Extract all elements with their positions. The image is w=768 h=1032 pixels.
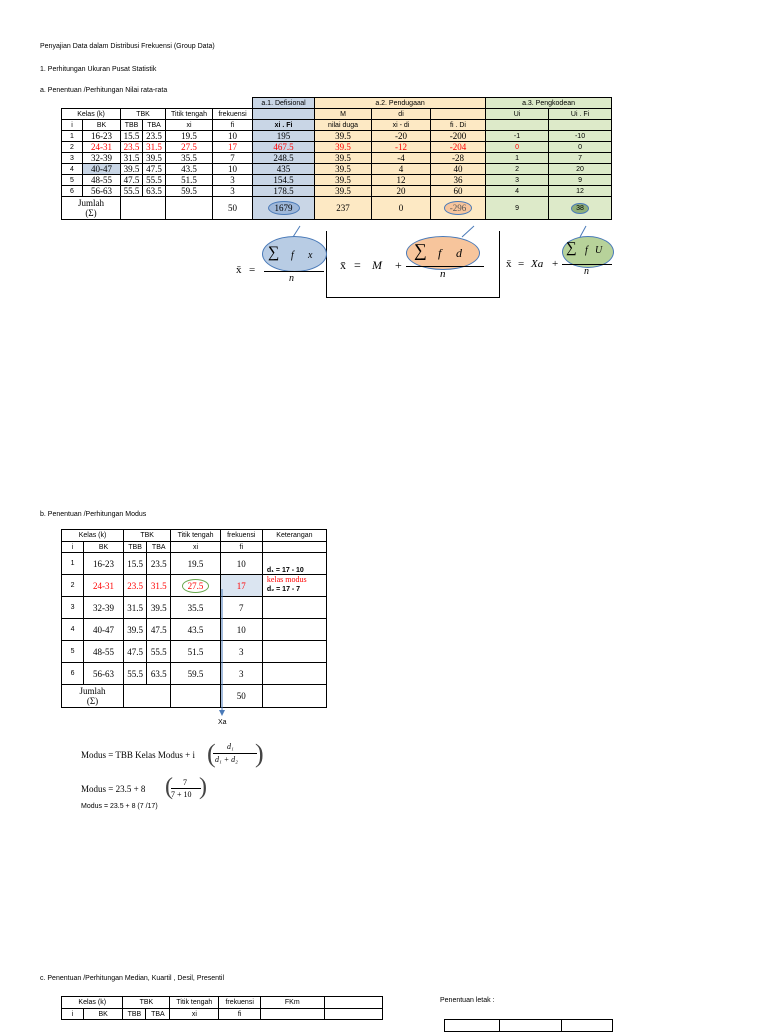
fi-value: 17 <box>213 142 253 153</box>
ui-value: 2 <box>486 164 549 175</box>
section-c-heading: c. Penentuan /Perhitungan Median, Kuartil , Desil, Presentil <box>40 975 225 982</box>
uifi-value: 0 <box>549 142 612 153</box>
xi-value: 59.5 <box>166 186 213 197</box>
xa-label: Xa <box>218 719 227 726</box>
xi-value: 19.5 <box>166 131 213 142</box>
row-index: 3 <box>62 153 83 164</box>
uifi-value: 9 <box>549 175 612 186</box>
equals-symbol: = <box>354 258 361 272</box>
modus-formula-2-left: Modus = 23.5 + 8 <box>81 784 146 794</box>
bk-subheader: BK <box>83 1009 123 1020</box>
xbar-symbol: x̄ <box>340 258 346 272</box>
di-value: -20 <box>372 131 431 142</box>
tbb-subheader: TBB <box>124 542 147 553</box>
n-symbol: n <box>440 268 446 280</box>
fi-value: 7 <box>213 153 253 164</box>
f-symbol: f <box>438 246 442 260</box>
fidi-value: -200 <box>431 131 486 142</box>
xi-value: 27.5 <box>166 142 213 153</box>
penentuan-letak-table <box>444 1019 613 1032</box>
tbb-subheader: TBB <box>123 1009 146 1020</box>
modus-formula-3: Modus = 23.5 + 8 (7 /17) <box>81 803 158 810</box>
batas-kelas: 48-55 <box>83 175 121 186</box>
fi-value: 10 <box>213 164 253 175</box>
tbb-value: 47.5 <box>124 641 147 663</box>
ui-value: 4 <box>486 186 549 197</box>
tbb-value: 23.5 <box>124 575 147 597</box>
modus-formula-2-numerator: 7 <box>183 778 187 787</box>
tbb-value: 47.5 <box>121 175 143 186</box>
fi-subheader: fi <box>220 542 262 553</box>
tba-value: 31.5 <box>143 142 166 153</box>
xi-value: 51.5 <box>171 641 220 663</box>
document-title: Penyajian Data dalam Distribusi Frekuensi (Group Data) <box>40 43 215 50</box>
row-index: 5 <box>62 175 83 186</box>
xi-value: 35.5 <box>171 597 220 619</box>
m-header: M <box>315 109 372 120</box>
di-value: -4 <box>372 153 431 164</box>
n-symbol: n <box>584 266 589 277</box>
batas-kelas: 56-63 <box>84 663 124 685</box>
fi-value: 10 <box>220 619 262 641</box>
batas-kelas: 24-31 <box>84 575 124 597</box>
tba-value: 23.5 <box>143 131 166 142</box>
fi-value: 3 <box>220 641 262 663</box>
batas-kelas: 48-55 <box>84 641 124 663</box>
xi-value: 35.5 <box>166 153 213 164</box>
tbb-value: 31.5 <box>121 153 143 164</box>
batas-kelas: 16-23 <box>84 553 124 575</box>
tbb-value: 31.5 <box>124 597 147 619</box>
equals-symbol: = <box>249 264 256 276</box>
frekuensi-header: frekuensi <box>213 109 253 120</box>
ui-value: 1 <box>486 153 549 164</box>
d2-label: d₂ = 17 - 7 <box>266 586 301 593</box>
tbb-value: 55.5 <box>124 663 147 685</box>
fi-subheader: fi <box>213 120 253 131</box>
kelas-header: Kelas (k) <box>62 997 123 1009</box>
section-a-heading: a. Penentuan /Perhitungan Nilai rata-rata <box>40 87 168 94</box>
uifi-value: -10 <box>549 131 612 142</box>
nilai-duga-subheader: nilai duga <box>315 120 372 131</box>
f-symbol: f <box>291 250 294 261</box>
plus-symbol: + <box>395 258 402 272</box>
total-ui: 9 <box>486 197 549 220</box>
total-m: 237 <box>315 197 372 220</box>
row-index: 1 <box>62 553 84 575</box>
i-subheader: i <box>62 1009 84 1020</box>
frekuensi-header: frekuensi <box>220 530 262 542</box>
batas-kelas: 16-23 <box>83 131 121 142</box>
x-symbol: x <box>308 250 313 261</box>
row-index: 1 <box>62 131 83 142</box>
keterangan-header: Keterangan <box>262 530 326 542</box>
di-header: di <box>372 109 431 120</box>
sigma-icon: ∑ <box>414 240 427 260</box>
equals-symbol: = <box>518 258 525 270</box>
fidi-value: 40 <box>431 164 486 175</box>
fidi-value: 36 <box>431 175 486 186</box>
tba-value: 63.5 <box>147 663 171 685</box>
di-value: 20 <box>372 186 431 197</box>
penentuan-letak-label: Penentuan letak : <box>440 997 495 1004</box>
modus-formula-1: Modus = TBB Kelas Modus + i ( d₁ d₁ + d₂ ) <box>81 739 264 768</box>
titik-tengah-header: Titik tengah <box>166 109 213 120</box>
xbar-symbol: x̄ <box>506 258 512 270</box>
xifi-subheader: xi . Fi <box>253 120 315 131</box>
i-subheader: i <box>62 542 84 553</box>
a3-header: a.3. Pengkodean <box>486 98 612 109</box>
row-index: 2 <box>62 575 84 597</box>
tba-value: 55.5 <box>147 641 171 663</box>
tbb-value: 39.5 <box>121 164 143 175</box>
xi-highlight: 27.5 <box>182 579 210 593</box>
tbb-value: 55.5 <box>121 186 143 197</box>
fi-subheader: fi <box>219 1009 261 1020</box>
plus-symbol: + <box>552 258 559 270</box>
xifi-value: 435 <box>253 164 315 175</box>
ui-header: Ui <box>486 109 549 120</box>
xifi-value: 248.5 <box>253 153 315 164</box>
tbb-value: 23.5 <box>121 142 143 153</box>
tbk-header: TBK <box>123 997 170 1009</box>
m-value: 39.5 <box>315 131 372 142</box>
xi-subheader: xi <box>171 542 220 553</box>
m-value: 39.5 <box>315 186 372 197</box>
row-index: 3 <box>62 597 84 619</box>
ui-value: 3 <box>486 175 549 186</box>
total-fi: 50 <box>220 685 262 708</box>
tba-value: 23.5 <box>147 553 171 575</box>
d1-label: d₁ = 17 - 10 <box>266 567 304 574</box>
xi-subheader: xi <box>170 1009 219 1020</box>
tba-value: 63.5 <box>143 186 166 197</box>
batas-kelas: 40-47 <box>83 164 121 175</box>
xi-di-subheader: xi - di <box>372 120 431 131</box>
modus-formula-1-denominator: d₁ + d₂ <box>215 755 238 764</box>
xifi-value: 467.5 <box>253 142 315 153</box>
xi-value: 59.5 <box>171 663 220 685</box>
modus-formula-2-denominator: 7 + 10 <box>171 790 192 799</box>
tba-value: 31.5 <box>147 575 171 597</box>
kelas-header: Kelas (k) <box>62 530 124 542</box>
fi-value: 10 <box>220 553 262 575</box>
fi-value: 3 <box>220 663 262 685</box>
row-index: 2 <box>62 142 83 153</box>
fi-value: 3 <box>213 186 253 197</box>
section-1-heading: 1. Perhitungan Ukuran Pusat Statistik <box>40 66 157 73</box>
tba-subheader: TBA <box>143 120 166 131</box>
fi-di-subheader: fi . Di <box>431 120 486 131</box>
total-xifi: 1679 <box>268 201 300 215</box>
m-value: 39.5 <box>315 175 372 186</box>
sigma-icon: ∑ <box>566 240 577 256</box>
xi-value: 43.5 <box>166 164 213 175</box>
fi-value: 17 <box>220 575 262 597</box>
tba-value: 47.5 <box>143 164 166 175</box>
di-value: -12 <box>372 142 431 153</box>
row-index: 5 <box>62 641 84 663</box>
m-value: 39.5 <box>315 164 372 175</box>
di-value: 4 <box>372 164 431 175</box>
xi-subheader: xi <box>166 120 213 131</box>
modus-formula-1-numerator: d₁ <box>227 742 234 751</box>
row-index: 4 <box>62 619 84 641</box>
batas-kelas: 32-39 <box>84 597 124 619</box>
xifi-value: 195 <box>253 131 315 142</box>
d-symbol: d <box>456 246 462 260</box>
section-b-heading: b. Penentuan /Perhitungan Modus <box>40 511 147 518</box>
row-index: 6 <box>62 186 83 197</box>
uifi-header: Ui . Fi <box>549 109 612 120</box>
i-subheader: i <box>62 120 83 131</box>
modus-formula-2: Modus = 23.5 + 8 ( 7 7 + 10 ) <box>81 774 207 800</box>
modus-formula-1-left: Modus = TBB Kelas Modus + i <box>81 750 195 760</box>
n-symbol: n <box>289 273 294 284</box>
tba-subheader: TBA <box>147 542 171 553</box>
tba-value: 39.5 <box>147 597 171 619</box>
fkm-header: FKm <box>261 997 325 1009</box>
fi-value: 3 <box>213 175 253 186</box>
xifi-value: 178.5 <box>253 186 315 197</box>
xi-value: 43.5 <box>171 619 220 641</box>
fidi-value: -28 <box>431 153 486 164</box>
tbk-header: TBK <box>121 109 166 120</box>
jumlah-label: Jumlah <box>79 686 106 696</box>
tba-subheader: TBA <box>146 1009 170 1020</box>
uifi-value: 12 <box>549 186 612 197</box>
m-value: 39.5 <box>315 153 372 164</box>
tba-value: 55.5 <box>143 175 166 186</box>
xa-symbol: Xa <box>531 258 544 270</box>
titik-tengah-header: Titik tengah <box>171 530 220 542</box>
median-table <box>61 996 383 1020</box>
jumlah-label: Jumlah <box>78 198 104 208</box>
tbb-value: 39.5 <box>124 619 147 641</box>
a2-header: a.2. Pendugaan <box>315 98 486 109</box>
row-index: 4 <box>62 164 83 175</box>
kelas-header: Kelas (k) <box>62 109 121 120</box>
ui-value: -1 <box>486 131 549 142</box>
xifi-value: 154.5 <box>253 175 315 186</box>
kelas-modus-label: kelas modus <box>266 575 307 584</box>
xi-value: 19.5 <box>171 553 220 575</box>
tbb-subheader: TBB <box>121 120 143 131</box>
uifi-value: 7 <box>549 153 612 164</box>
frekuensi-header: frekuensi <box>219 997 261 1009</box>
bk-subheader: BK <box>84 542 124 553</box>
fidi-value: -204 <box>431 142 486 153</box>
f-symbol: f <box>585 245 588 256</box>
row-index: 6 <box>62 663 84 685</box>
sigma-label: (Σ) <box>85 208 97 218</box>
tba-value: 47.5 <box>147 619 171 641</box>
m-value: 39.5 <box>315 142 372 153</box>
sigma-icon: ∑ <box>268 244 280 261</box>
total-di: 0 <box>372 197 431 220</box>
xbar-symbol: x̄ <box>236 264 242 276</box>
fi-value: 10 <box>213 131 253 142</box>
ui-value: 0 <box>486 142 549 153</box>
fidi-value: 60 <box>431 186 486 197</box>
total-fidi: -296 <box>444 201 473 215</box>
tbk-header: TBK <box>124 530 171 542</box>
fi-value: 7 <box>220 597 262 619</box>
uifi-value: 20 <box>549 164 612 175</box>
batas-kelas: 24-31 <box>83 142 121 153</box>
table-c-header-row <box>62 997 383 1009</box>
m-symbol: M <box>372 258 382 272</box>
u-symbol: U <box>595 245 603 256</box>
batas-kelas: 56-63 <box>83 186 121 197</box>
batas-kelas: 40-47 <box>84 619 124 641</box>
xi-value: 51.5 <box>166 175 213 186</box>
total-uifi: 38 <box>571 203 589 214</box>
a1-header: a.1. Defisional <box>253 98 315 109</box>
tbb-value: 15.5 <box>121 131 143 142</box>
di-value: 12 <box>372 175 431 186</box>
table-c-subheader-row <box>62 1009 383 1020</box>
batas-kelas: 32-39 <box>83 153 121 164</box>
titik-tengah-header: Titik tengah <box>170 997 219 1009</box>
bk-subheader: BK <box>83 120 121 131</box>
sigma-label: (Σ) <box>86 696 99 706</box>
total-fi: 50 <box>213 197 253 220</box>
tba-value: 39.5 <box>143 153 166 164</box>
tbb-value: 15.5 <box>124 553 147 575</box>
